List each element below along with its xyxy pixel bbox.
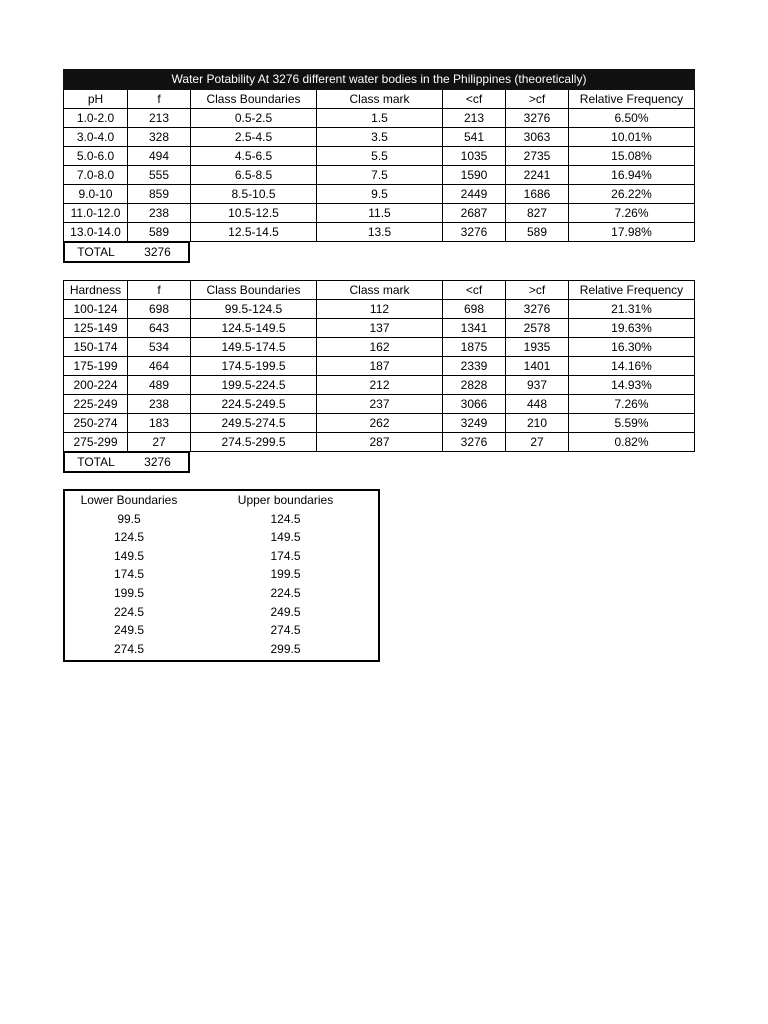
boundaries-cell: 199.5 [270, 567, 301, 582]
hardness-cell: 7.26% [569, 395, 695, 414]
hardness-cell: 3066 [443, 395, 506, 414]
ph-cell: 3.0-4.0 [64, 128, 128, 147]
hardness-cell: 5.59% [569, 414, 695, 433]
ph-cell: 17.98% [569, 223, 695, 242]
hardness-table-row [64, 338, 695, 357]
ph-cell: 827 [506, 204, 569, 223]
hardness-cell: 643 [128, 319, 191, 338]
hardness-cell: 14.93% [569, 376, 695, 395]
hardness-cell: 249.5-274.5 [191, 414, 317, 433]
hardness-cell: 149.5-174.5 [191, 338, 317, 357]
hardness-cell: 1401 [506, 357, 569, 376]
ph-cell: 26.22% [569, 185, 695, 204]
hardness-cell: 14.16% [569, 357, 695, 376]
hardness-cell: 237 [317, 395, 443, 414]
hardness-cell: 2578 [506, 319, 569, 338]
boundaries-cell: 99.5 [117, 511, 141, 526]
boundaries-table-row [65, 510, 378, 529]
boundaries-table-row [65, 584, 378, 603]
boundaries-table-row [65, 528, 378, 547]
hardness-cell: 489 [128, 376, 191, 395]
hardness-cell: 183 [128, 414, 191, 433]
ph-cell: 0.5-2.5 [191, 109, 317, 128]
ph-header-cell: pH [64, 90, 128, 109]
hardness-cell: 124.5-149.5 [191, 319, 317, 338]
ph-header-cell: >cf [506, 90, 569, 109]
boundaries-cell: 224.5 [270, 585, 301, 600]
hardness-cell: 175-199 [64, 357, 128, 376]
boundaries-cell: 199.5 [113, 585, 145, 600]
ph-cell: 1590 [443, 166, 506, 185]
ph-cell: 13.5 [317, 223, 443, 242]
hardness-cell: 3249 [443, 414, 506, 433]
ph-cell: 16.94% [569, 166, 695, 185]
hardness-frequency-table [63, 280, 695, 452]
hardness-cell: 27 [128, 433, 191, 452]
ph-cell: 10.5-12.5 [191, 204, 317, 223]
ph-cell: 555 [128, 166, 191, 185]
hardness-cell: 19.63% [569, 319, 695, 338]
ph-table-body [64, 109, 695, 242]
ph-cell: 2.5-4.5 [191, 128, 317, 147]
hardness-cell: 162 [317, 338, 443, 357]
hardness-cell: 534 [128, 338, 191, 357]
hardness-total-label: TOTAL [77, 455, 115, 469]
boundaries-cell: 174.5 [113, 567, 145, 582]
ph-header-cell: <cf [443, 90, 506, 109]
hardness-header-cell: f [128, 281, 191, 300]
hardness-cell: 16.30% [569, 338, 695, 357]
ph-cell: 859 [128, 185, 191, 204]
hardness-table-header-row [64, 281, 695, 300]
hardness-cell: 274.5-299.5 [191, 433, 317, 452]
ph-header-cell: f [128, 90, 191, 109]
hardness-cell: 2339 [443, 357, 506, 376]
boundaries-cell: 249.5 [270, 604, 301, 619]
hardness-total-value: 3276 [144, 455, 171, 469]
ph-table-row [64, 166, 695, 185]
hardness-table-row [64, 319, 695, 338]
hardness-table-row [64, 414, 695, 433]
boundaries-table-row [65, 603, 378, 622]
ph-cell: 2735 [506, 147, 569, 166]
boundaries-cell: 124.5 [270, 511, 301, 526]
hardness-cell: 212 [317, 376, 443, 395]
ph-cell: 238 [128, 204, 191, 223]
hardness-cell: 199.5-224.5 [191, 376, 317, 395]
hardness-cell: 262 [317, 414, 443, 433]
boundaries-cell: 174.5 [270, 548, 301, 563]
ph-table-row [64, 204, 695, 223]
ph-table-row [64, 185, 695, 204]
boundaries-table-body [65, 510, 378, 659]
boundaries-cell: 249.5 [113, 623, 145, 638]
ph-cell: 213 [443, 109, 506, 128]
boundaries-cell: 274.5 [113, 641, 145, 656]
ph-cell: 1.5 [317, 109, 443, 128]
ph-cell: 7.5 [317, 166, 443, 185]
ph-cell: 3063 [506, 128, 569, 147]
ph-cell: 1035 [443, 147, 506, 166]
ph-header-cell: Class Boundaries [191, 90, 317, 109]
hardness-cell: 210 [506, 414, 569, 433]
ph-cell: 6.50% [569, 109, 695, 128]
hardness-cell: 174.5-199.5 [191, 357, 317, 376]
hardness-table-row [64, 395, 695, 414]
ph-cell: 3276 [443, 223, 506, 242]
hardness-table-row [64, 357, 695, 376]
ph-table-row [64, 147, 695, 166]
hardness-cell: 112 [317, 300, 443, 319]
ph-total-value: 3276 [144, 245, 171, 259]
hardness-cell: 99.5-124.5 [191, 300, 317, 319]
boundaries-cell: 274.5 [270, 623, 301, 638]
hardness-header-cell: <cf [443, 281, 506, 300]
hardness-cell: 287 [317, 433, 443, 452]
hardness-cell: 100-124 [64, 300, 128, 319]
hardness-cell: 238 [128, 395, 191, 414]
ph-cell: 3276 [506, 109, 569, 128]
hardness-header-cell: Hardness [64, 281, 128, 300]
hardness-header-cell: Relative Frequency [569, 281, 695, 300]
ph-total-box [63, 241, 190, 263]
hardness-total-box [63, 451, 190, 473]
ph-cell: 9.0-10 [64, 185, 128, 204]
ph-cell: 589 [128, 223, 191, 242]
hardness-table-row [64, 433, 695, 452]
ph-cell: 4.5-6.5 [191, 147, 317, 166]
boundaries-cell: 124.5 [113, 530, 145, 545]
boundaries-header-cell: Lower Boundaries [80, 493, 178, 507]
ph-cell: 5.5 [317, 147, 443, 166]
ph-cell: 10.01% [569, 128, 695, 147]
hardness-cell: 125-149 [64, 319, 128, 338]
ph-cell: 13.0-14.0 [64, 223, 128, 242]
ph-cell: 494 [128, 147, 191, 166]
ph-cell: 12.5-14.5 [191, 223, 317, 242]
boundaries-table-row [65, 547, 378, 566]
boundaries-table-row [65, 640, 378, 659]
ph-table-row [64, 109, 695, 128]
hardness-cell: 250-274 [64, 414, 128, 433]
boundaries-cell: 224.5 [113, 604, 145, 619]
hardness-cell: 275-299 [64, 433, 128, 452]
ph-cell: 328 [128, 128, 191, 147]
ph-cell: 7.0-8.0 [64, 166, 128, 185]
hardness-cell: 448 [506, 395, 569, 414]
hardness-table-row [64, 300, 695, 319]
ph-table-title: Water Potability At 3276 different water bodies in the Philippines (theoretically) [64, 70, 695, 90]
hardness-cell: 3276 [506, 300, 569, 319]
hardness-cell: 1875 [443, 338, 506, 357]
hardness-header-cell: Class mark [317, 281, 443, 300]
ph-cell: 2449 [443, 185, 506, 204]
ph-table-row [64, 223, 695, 242]
hardness-cell: 3276 [443, 433, 506, 452]
ph-cell: 11.5 [317, 204, 443, 223]
hardness-cell: 225-249 [64, 395, 128, 414]
ph-cell: 11.0-12.0 [64, 204, 128, 223]
ph-header-cell: Relative Frequency [569, 90, 695, 109]
hardness-cell: 200-224 [64, 376, 128, 395]
ph-cell: 6.5-8.5 [191, 166, 317, 185]
ph-cell: 1.0-2.0 [64, 109, 128, 128]
hardness-cell: 698 [443, 300, 506, 319]
ph-cell: 541 [443, 128, 506, 147]
hardness-header-cell: >cf [506, 281, 569, 300]
ph-cell: 9.5 [317, 185, 443, 204]
ph-cell: 8.5-10.5 [191, 185, 317, 204]
ph-cell: 213 [128, 109, 191, 128]
boundaries-header-row [65, 491, 378, 510]
ph-header-cell: Class mark [317, 90, 443, 109]
ph-cell: 2687 [443, 204, 506, 223]
hardness-cell: 137 [317, 319, 443, 338]
ph-cell: 15.08% [569, 147, 695, 166]
boundaries-cell: 299.5 [270, 641, 301, 656]
ph-total-label: TOTAL [77, 245, 115, 259]
hardness-table-body [64, 300, 695, 452]
ph-cell: 2241 [506, 166, 569, 185]
hardness-table-row [64, 376, 695, 395]
hardness-cell: 937 [506, 376, 569, 395]
ph-cell: 3.5 [317, 128, 443, 147]
ph-cell: 1686 [506, 185, 569, 204]
boundaries-table-row [65, 565, 378, 584]
hardness-cell: 464 [128, 357, 191, 376]
ph-cell: 589 [506, 223, 569, 242]
boundaries-cell: 149.5 [270, 530, 301, 545]
hardness-cell: 27 [506, 433, 569, 452]
hardness-cell: 2828 [443, 376, 506, 395]
hardness-cell: 224.5-249.5 [191, 395, 317, 414]
hardness-cell: 1935 [506, 338, 569, 357]
ph-cell: 5.0-6.0 [64, 147, 128, 166]
hardness-cell: 1341 [443, 319, 506, 338]
hardness-cell: 0.82% [569, 433, 695, 452]
boundaries-table-row [65, 621, 378, 640]
hardness-cell: 698 [128, 300, 191, 319]
ph-cell: 7.26% [569, 204, 695, 223]
boundaries-cell: 149.5 [113, 548, 145, 563]
hardness-header-cell: Class Boundaries [191, 281, 317, 300]
hardness-cell: 187 [317, 357, 443, 376]
ph-table-header-row [64, 90, 695, 109]
boundaries-box [63, 489, 380, 662]
boundaries-header-cell: Upper boundaries [237, 493, 334, 507]
ph-frequency-table [63, 69, 695, 242]
hardness-cell: 150-174 [64, 338, 128, 357]
hardness-cell: 21.31% [569, 300, 695, 319]
ph-table-row [64, 128, 695, 147]
boundaries-table [65, 491, 378, 658]
